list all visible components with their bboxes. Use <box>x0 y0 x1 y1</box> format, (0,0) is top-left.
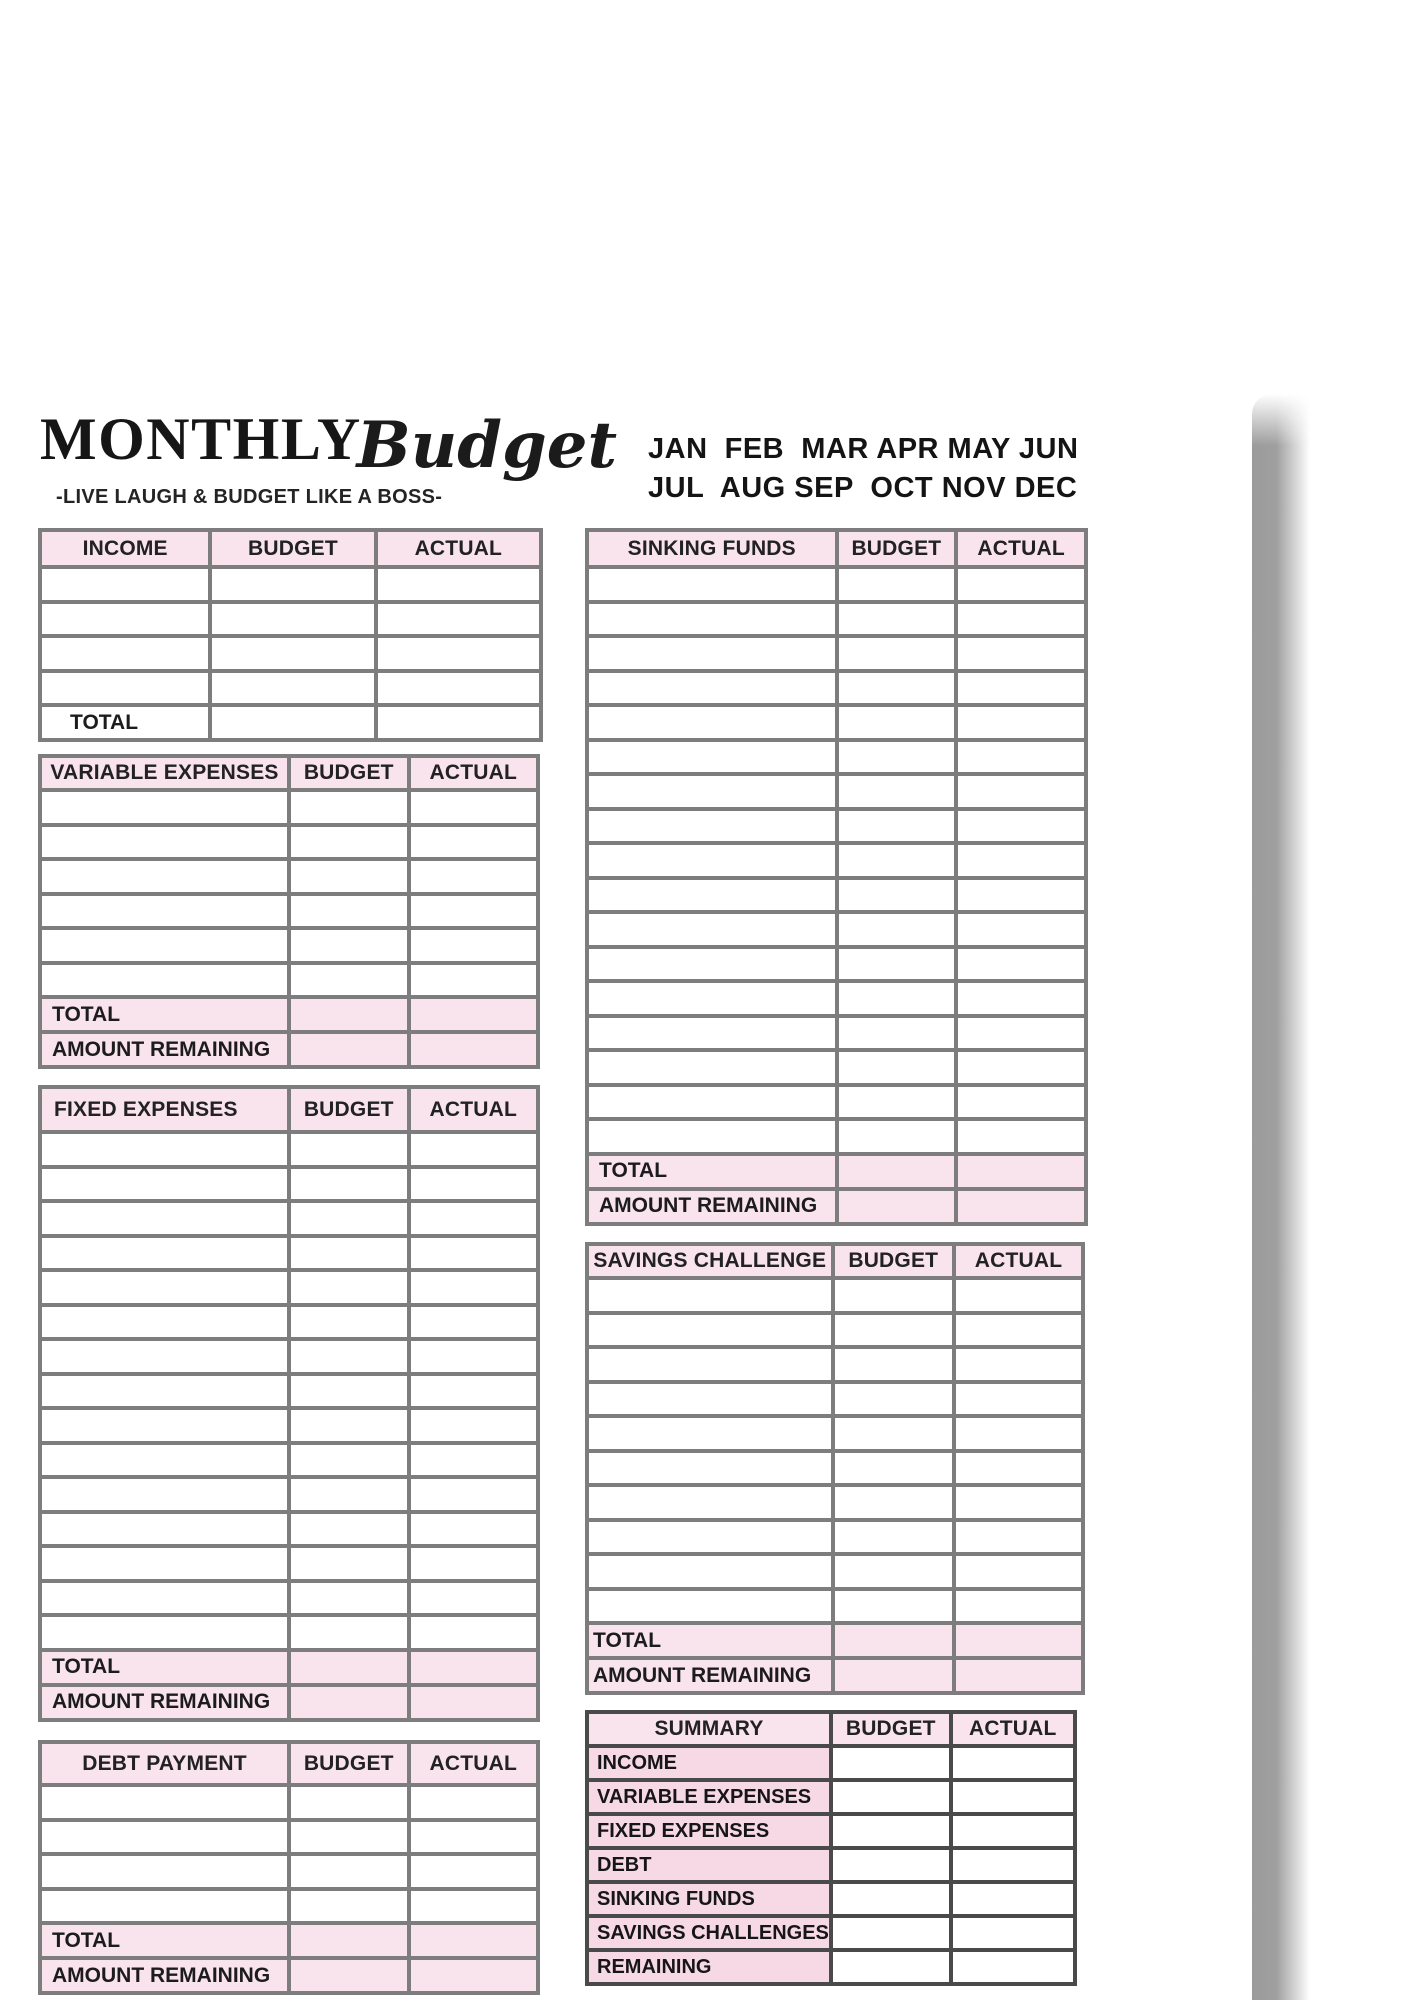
sinking-empty-cell <box>956 981 1086 1016</box>
fixed-empty-cell <box>409 1512 538 1547</box>
sinking-empty-cell <box>587 843 837 878</box>
summary-table <box>585 1710 1077 1986</box>
variable-empty-cell <box>409 928 538 963</box>
fixed-empty-cell <box>40 1339 289 1374</box>
sinking-amount-remaining-value-cell <box>837 1189 957 1224</box>
sinking-empty-cell <box>837 671 957 706</box>
sinking-footer-total: TOTAL <box>587 1154 837 1189</box>
income-empty-cell <box>40 671 210 706</box>
sinking-empty-cell <box>956 1016 1086 1051</box>
sinking-empty-cell <box>587 774 837 809</box>
fixed-empty-cell <box>409 1477 538 1512</box>
fixed-empty-cell <box>289 1270 409 1305</box>
sinking-empty-cell <box>837 981 957 1016</box>
fixed-empty-cell <box>409 1443 538 1478</box>
savings-empty-cell <box>954 1347 1083 1382</box>
sinking-empty-cell <box>587 878 837 913</box>
variable-empty-cell <box>409 894 538 929</box>
sinking-empty-cell <box>956 1085 1086 1120</box>
variable-expenses-table <box>38 754 540 1069</box>
fixed-footer-amount-remaining: AMOUNT REMAINING <box>40 1685 289 1720</box>
fixed-empty-cell <box>40 1374 289 1409</box>
income-header-actual: ACTUAL <box>376 530 541 567</box>
page-title <box>40 402 618 492</box>
income-total-value-cell <box>376 705 541 740</box>
fixed-empty-cell <box>289 1443 409 1478</box>
fixed-empty-cell <box>409 1167 538 1202</box>
income-empty-cell <box>376 671 541 706</box>
summary-debt-value-cell <box>951 1848 1075 1882</box>
sinking-amount-remaining-value-cell <box>956 1189 1086 1224</box>
fixed-empty-cell <box>289 1305 409 1340</box>
variable-empty-cell <box>289 790 409 825</box>
savings-empty-cell <box>954 1313 1083 1348</box>
variable-amount-remaining-value-cell <box>409 1032 538 1067</box>
debt-empty-cell <box>409 1785 538 1820</box>
sinking-empty-cell <box>837 636 957 671</box>
savings-empty-cell <box>833 1416 955 1451</box>
fixed-empty-cell <box>289 1615 409 1650</box>
savings-empty-cell <box>587 1451 833 1486</box>
sinking-empty-cell <box>587 1050 837 1085</box>
sinking-total-value-cell <box>956 1154 1086 1189</box>
title-block <box>40 402 618 509</box>
savings-header-budget: BUDGET <box>833 1244 955 1278</box>
sinking-empty-cell <box>587 1085 837 1120</box>
sinking-empty-cell <box>956 1119 1086 1154</box>
sinking-empty-cell <box>837 740 957 775</box>
variable-total-value-cell <box>289 997 409 1032</box>
income-empty-cell <box>210 602 375 637</box>
fixed-empty-cell <box>409 1236 538 1271</box>
fixed-empty-cell <box>40 1132 289 1167</box>
variable-empty-cell <box>409 825 538 860</box>
months-row-1: JAN FEB MAR APR MAY JUN <box>648 433 1079 465</box>
summary-row-savings-challenges: SAVINGS CHALLENGES <box>587 1916 831 1950</box>
sinking-footer-amount-remaining: AMOUNT REMAINING <box>587 1189 837 1224</box>
sinking-empty-cell <box>837 947 957 982</box>
savings-empty-cell <box>833 1451 955 1486</box>
summary-debt-value-cell <box>831 1848 951 1882</box>
sinking-empty-cell <box>587 1119 837 1154</box>
fixed-total-value-cell <box>409 1650 538 1685</box>
debt-empty-cell <box>409 1820 538 1855</box>
variable-empty-cell <box>289 859 409 894</box>
summary-income-value-cell <box>951 1746 1075 1780</box>
sinking-empty-cell <box>587 705 837 740</box>
debt-payment-table <box>38 1740 540 1995</box>
debt-grid <box>38 1740 540 1995</box>
debt-amount-remaining-value-cell <box>409 1958 538 1993</box>
debt-empty-cell <box>289 1889 409 1924</box>
income-empty-cell <box>210 636 375 671</box>
sinking-empty-cell <box>956 567 1086 602</box>
title-budget-script: Budget <box>356 408 618 483</box>
savings-empty-cell <box>954 1278 1083 1313</box>
summary-income-value-cell <box>831 1746 951 1780</box>
sinking-empty-cell <box>587 981 837 1016</box>
savings-empty-cell <box>833 1382 955 1417</box>
savings-empty-cell <box>587 1520 833 1555</box>
debt-amount-remaining-value-cell <box>289 1958 409 1993</box>
sinking-empty-cell <box>956 671 1086 706</box>
sinking-empty-cell <box>837 705 957 740</box>
summary-sinking-funds-value-cell <box>831 1882 951 1916</box>
income-empty-cell <box>210 567 375 602</box>
variable-header-variable-expenses: VARIABLE EXPENSES <box>40 756 289 790</box>
savings-empty-cell <box>954 1520 1083 1555</box>
sinking-empty-cell <box>956 912 1086 947</box>
sinking-empty-cell <box>837 567 957 602</box>
savings-empty-cell <box>954 1485 1083 1520</box>
summary-header-budget: BUDGET <box>831 1712 951 1746</box>
variable-empty-cell <box>409 859 538 894</box>
sinking-empty-cell <box>587 809 837 844</box>
summary-fixed-expenses-value-cell <box>951 1814 1075 1848</box>
savings-empty-cell <box>587 1278 833 1313</box>
sinking-funds-table <box>585 528 1088 1226</box>
savings-empty-cell <box>954 1382 1083 1417</box>
debt-header-budget: BUDGET <box>289 1742 409 1785</box>
income-footer-total: TOTAL <box>40 705 210 740</box>
variable-empty-cell <box>40 859 289 894</box>
savings-empty-cell <box>954 1416 1083 1451</box>
fixed-empty-cell <box>40 1512 289 1547</box>
savings-empty-cell <box>954 1554 1083 1589</box>
sinking-empty-cell <box>837 602 957 637</box>
sinking-empty-cell <box>837 843 957 878</box>
savings-footer-amount-remaining: AMOUNT REMAINING <box>587 1658 833 1693</box>
fixed-empty-cell <box>289 1374 409 1409</box>
sinking-header-budget: BUDGET <box>837 530 957 567</box>
tagline: -LIVE LAUGH & BUDGET LIKE A BOSS- <box>56 486 443 508</box>
savings-empty-cell <box>587 1589 833 1624</box>
sinking-total-value-cell <box>837 1154 957 1189</box>
debt-empty-cell <box>289 1820 409 1855</box>
fixed-empty-cell <box>289 1477 409 1512</box>
sinking-empty-cell <box>587 567 837 602</box>
savings-empty-cell <box>833 1589 955 1624</box>
variable-empty-cell <box>289 963 409 998</box>
fixed-empty-cell <box>409 1339 538 1374</box>
debt-header-actual: ACTUAL <box>409 1742 538 1785</box>
fixed-footer-total: TOTAL <box>40 1650 289 1685</box>
savings-footer-total: TOTAL <box>587 1623 833 1658</box>
fixed-empty-cell <box>40 1546 289 1581</box>
savings-empty-cell <box>587 1416 833 1451</box>
summary-savings-challenges-value-cell <box>951 1916 1075 1950</box>
fixed-empty-cell <box>409 1615 538 1650</box>
summary-variable-expenses-value-cell <box>951 1780 1075 1814</box>
debt-total-value-cell <box>409 1923 538 1958</box>
savings-header-actual: ACTUAL <box>954 1244 1083 1278</box>
variable-grid <box>38 754 540 1069</box>
fixed-empty-cell <box>40 1615 289 1650</box>
sinking-empty-cell <box>587 602 837 637</box>
variable-empty-cell <box>289 894 409 929</box>
fixed-empty-cell <box>289 1546 409 1581</box>
sinking-grid <box>585 528 1088 1226</box>
summary-row-fixed-expenses: FIXED EXPENSES <box>587 1814 831 1848</box>
fixed-empty-cell <box>40 1305 289 1340</box>
variable-header-actual: ACTUAL <box>409 756 538 790</box>
variable-empty-cell <box>289 928 409 963</box>
sinking-empty-cell <box>956 843 1086 878</box>
savings-challenge-table <box>585 1242 1085 1695</box>
savings-empty-cell <box>587 1485 833 1520</box>
summary-fixed-expenses-value-cell <box>831 1814 951 1848</box>
sinking-empty-cell <box>837 1016 957 1051</box>
savings-empty-cell <box>833 1313 955 1348</box>
variable-total-value-cell <box>409 997 538 1032</box>
savings-total-value-cell <box>954 1623 1083 1658</box>
income-header-budget: BUDGET <box>210 530 375 567</box>
savings-empty-cell <box>954 1589 1083 1624</box>
summary-savings-challenges-value-cell <box>831 1916 951 1950</box>
variable-footer-total: TOTAL <box>40 997 289 1032</box>
fixed-empty-cell <box>289 1408 409 1443</box>
sinking-empty-cell <box>587 947 837 982</box>
sinking-empty-cell <box>587 1016 837 1051</box>
sinking-empty-cell <box>587 636 837 671</box>
sinking-empty-cell <box>587 912 837 947</box>
debt-total-value-cell <box>289 1923 409 1958</box>
fixed-empty-cell <box>409 1201 538 1236</box>
fixed-header-fixed-expenses: FIXED EXPENSES <box>40 1087 289 1132</box>
income-header-income: INCOME <box>40 530 210 567</box>
debt-empty-cell <box>289 1785 409 1820</box>
savings-empty-cell <box>587 1313 833 1348</box>
income-empty-cell <box>210 671 375 706</box>
fixed-empty-cell <box>40 1443 289 1478</box>
sinking-empty-cell <box>837 774 957 809</box>
fixed-empty-cell <box>409 1374 538 1409</box>
fixed-amount-remaining-value-cell <box>409 1685 538 1720</box>
sinking-empty-cell <box>956 1050 1086 1085</box>
fixed-empty-cell <box>40 1236 289 1271</box>
sinking-empty-cell <box>956 947 1086 982</box>
income-empty-cell <box>40 567 210 602</box>
fixed-empty-cell <box>409 1270 538 1305</box>
sinking-empty-cell <box>956 878 1086 913</box>
fixed-empty-cell <box>289 1167 409 1202</box>
summary-variable-expenses-value-cell <box>831 1780 951 1814</box>
savings-grid <box>585 1242 1085 1695</box>
summary-grid <box>585 1710 1077 1986</box>
sinking-empty-cell <box>956 705 1086 740</box>
income-table <box>38 528 543 742</box>
summary-row-income: INCOME <box>587 1746 831 1780</box>
fixed-grid <box>38 1085 540 1722</box>
summary-header-actual: ACTUAL <box>951 1712 1075 1746</box>
summary-header-summary: SUMMARY <box>587 1712 831 1746</box>
debt-empty-cell <box>289 1854 409 1889</box>
fixed-empty-cell <box>40 1167 289 1202</box>
income-empty-cell <box>376 636 541 671</box>
variable-empty-cell <box>40 790 289 825</box>
sinking-empty-cell <box>837 878 957 913</box>
variable-empty-cell <box>40 894 289 929</box>
fixed-expenses-table <box>38 1085 540 1722</box>
savings-empty-cell <box>833 1347 955 1382</box>
debt-footer-amount-remaining: AMOUNT REMAINING <box>40 1958 289 1993</box>
debt-footer-total: TOTAL <box>40 1923 289 1958</box>
sinking-empty-cell <box>956 636 1086 671</box>
savings-empty-cell <box>587 1347 833 1382</box>
sinking-empty-cell <box>837 1119 957 1154</box>
fixed-empty-cell <box>289 1201 409 1236</box>
summary-row-remaining: REMAINING <box>587 1950 831 1984</box>
debt-empty-cell <box>409 1889 538 1924</box>
fixed-empty-cell <box>409 1408 538 1443</box>
fixed-empty-cell <box>409 1305 538 1340</box>
fixed-empty-cell <box>409 1581 538 1616</box>
savings-empty-cell <box>833 1520 955 1555</box>
sinking-empty-cell <box>837 809 957 844</box>
summary-remaining-value-cell <box>951 1950 1075 1984</box>
fixed-header-budget: BUDGET <box>289 1087 409 1132</box>
fixed-empty-cell <box>409 1132 538 1167</box>
sinking-empty-cell <box>587 671 837 706</box>
summary-sinking-funds-value-cell <box>951 1882 1075 1916</box>
fixed-empty-cell <box>289 1339 409 1374</box>
sinking-empty-cell <box>956 740 1086 775</box>
title-monthly: MONTHLY <box>40 406 362 472</box>
summary-row-sinking-funds: SINKING FUNDS <box>587 1882 831 1916</box>
income-total-value-cell <box>210 705 375 740</box>
income-empty-cell <box>376 567 541 602</box>
fixed-amount-remaining-value-cell <box>289 1685 409 1720</box>
debt-empty-cell <box>409 1854 538 1889</box>
savings-amount-remaining-value-cell <box>954 1658 1083 1693</box>
fixed-empty-cell <box>40 1477 289 1512</box>
sinking-empty-cell <box>837 912 957 947</box>
income-grid <box>38 528 543 742</box>
summary-row-debt: DEBT <box>587 1848 831 1882</box>
months-row-2: JUL AUG SEP OCT NOV DEC <box>648 472 1078 504</box>
fixed-empty-cell <box>289 1512 409 1547</box>
variable-footer-amount-remaining: AMOUNT REMAINING <box>40 1032 289 1067</box>
sinking-empty-cell <box>837 1085 957 1120</box>
fixed-empty-cell <box>40 1270 289 1305</box>
variable-amount-remaining-value-cell <box>289 1032 409 1067</box>
fixed-empty-cell <box>40 1581 289 1616</box>
variable-empty-cell <box>409 963 538 998</box>
variable-empty-cell <box>40 963 289 998</box>
fixed-empty-cell <box>289 1236 409 1271</box>
variable-empty-cell <box>409 790 538 825</box>
fixed-total-value-cell <box>289 1650 409 1685</box>
summary-remaining-value-cell <box>831 1950 951 1984</box>
debt-empty-cell <box>40 1854 289 1889</box>
fixed-empty-cell <box>289 1581 409 1616</box>
savings-empty-cell <box>954 1451 1083 1486</box>
fixed-empty-cell <box>409 1546 538 1581</box>
sinking-header-actual: ACTUAL <box>956 530 1086 567</box>
variable-empty-cell <box>40 825 289 860</box>
savings-header-savings-challenge: SAVINGS CHALLENGE <box>587 1244 833 1278</box>
debt-empty-cell <box>40 1820 289 1855</box>
savings-empty-cell <box>833 1278 955 1313</box>
variable-empty-cell <box>289 825 409 860</box>
sinking-header-sinking-funds: SINKING FUNDS <box>587 530 837 567</box>
income-empty-cell <box>376 602 541 637</box>
fixed-header-actual: ACTUAL <box>409 1087 538 1132</box>
debt-empty-cell <box>40 1889 289 1924</box>
variable-header-budget: BUDGET <box>289 756 409 790</box>
fixed-empty-cell <box>40 1201 289 1236</box>
fixed-empty-cell <box>289 1132 409 1167</box>
savings-empty-cell <box>833 1485 955 1520</box>
savings-empty-cell <box>833 1554 955 1589</box>
month-strip <box>648 430 1079 508</box>
savings-empty-cell <box>587 1554 833 1589</box>
debt-empty-cell <box>40 1785 289 1820</box>
debt-header-debt-payment: DEBT PAYMENT <box>40 1742 289 1785</box>
summary-row-variable-expenses: VARIABLE EXPENSES <box>587 1780 831 1814</box>
income-empty-cell <box>40 636 210 671</box>
fixed-empty-cell <box>40 1408 289 1443</box>
sinking-empty-cell <box>956 602 1086 637</box>
savings-amount-remaining-value-cell <box>833 1658 955 1693</box>
income-empty-cell <box>40 602 210 637</box>
sinking-empty-cell <box>837 1050 957 1085</box>
page-edge-shadow <box>1252 394 1310 2000</box>
variable-empty-cell <box>40 928 289 963</box>
sinking-empty-cell <box>587 740 837 775</box>
savings-empty-cell <box>587 1382 833 1417</box>
sinking-empty-cell <box>956 809 1086 844</box>
sinking-empty-cell <box>956 774 1086 809</box>
savings-total-value-cell <box>833 1623 955 1658</box>
